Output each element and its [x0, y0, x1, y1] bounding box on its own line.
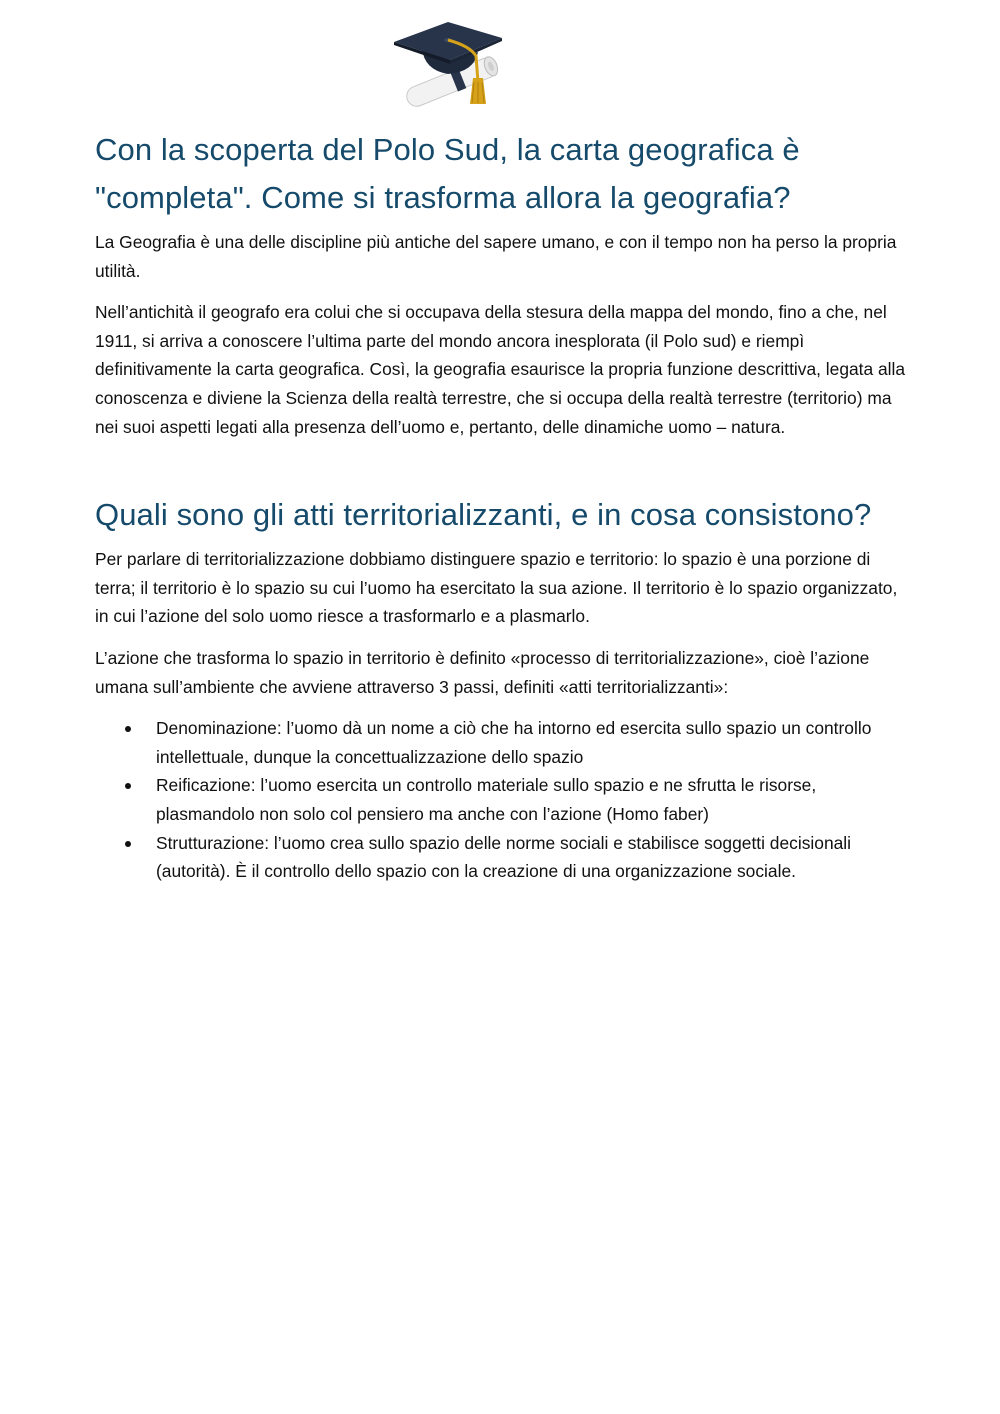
list-item: [156, 714, 910, 771]
paragraph: Nell’antichità il geografo era colui che si occupava della stesura della mappa del mondo, fino a che, nel 1911, si arriva a conoscere l’ultima parte del mondo ancora inesplorata (il Polo sud) e riempì definitivamente la carta geografica. Così, la geografia esaurisce la propria funzione descrittiva, legata alla conoscenza e diviene la Scienza della realtà terrestre, che si occupa della realtà terrestre (territorio) ma nei suoi aspetti legati alla presenza dell’uomo e, pertanto, delle dinamiche uomo – natura.: [95, 302, 906, 437]
paragraph: La Geografia è una delle discipline più antiche del sapere umano, e con il tempo non ha perso la propria utilità.: [95, 232, 897, 281]
list-item: [156, 829, 910, 886]
bullet-list: [95, 714, 910, 886]
list-item-text: Strutturazione: l’uomo crea sullo spazio delle norme sociali e stabilisce soggetti decisionali (autorità). È il controllo dello spazio con la creazione di una organizzazione sociale.: [156, 832, 852, 882]
graduation-cap-icon: [390, 20, 514, 108]
list-item: [156, 771, 910, 828]
list-item-text: Reificazione: l’uomo esercita un controllo materiale sullo spazio e ne sfrutta le risorse, plasmandolo non solo col pensiero ma anche con l’azione (Homo faber): [156, 775, 817, 824]
bullet-icon: [125, 841, 131, 847]
bullet-icon: [125, 726, 131, 732]
paragraph: L’azione che trasforma lo spazio in territorio è definito «processo di territorializzazione», cioè l’azione umana sull’ambiente che avviene attraverso 3 passi, definiti «atti territorializzanti»:: [95, 647, 870, 697]
section-heading: Con la scoperta del Polo Sud, la carta geografica è "completa". Come si trasforma allora la geografia?: [95, 132, 800, 215]
document-body: [95, 126, 910, 886]
section-heading: Quali sono gli atti territorializzanti, e in cosa consistono?: [95, 497, 872, 533]
paragraph: Per parlare di territorializzazione dobbiamo distinguere spazio e territorio: lo spazio è una porzione di terra; il territorio è lo spazio su cui l’uomo ha esercitato la sua azione. Il territorio è lo spazio organizzato, in cui l’azione del solo uomo riesce a trasformarlo e a plasmarlo.: [95, 549, 898, 627]
bullet-icon: [125, 783, 131, 789]
list-item-text: Denominazione: l’uomo dà un nome a ciò che ha intorno ed esercita sullo spazio un controllo intellettuale, dunque la concettualizzazione dello spazio: [156, 718, 872, 767]
